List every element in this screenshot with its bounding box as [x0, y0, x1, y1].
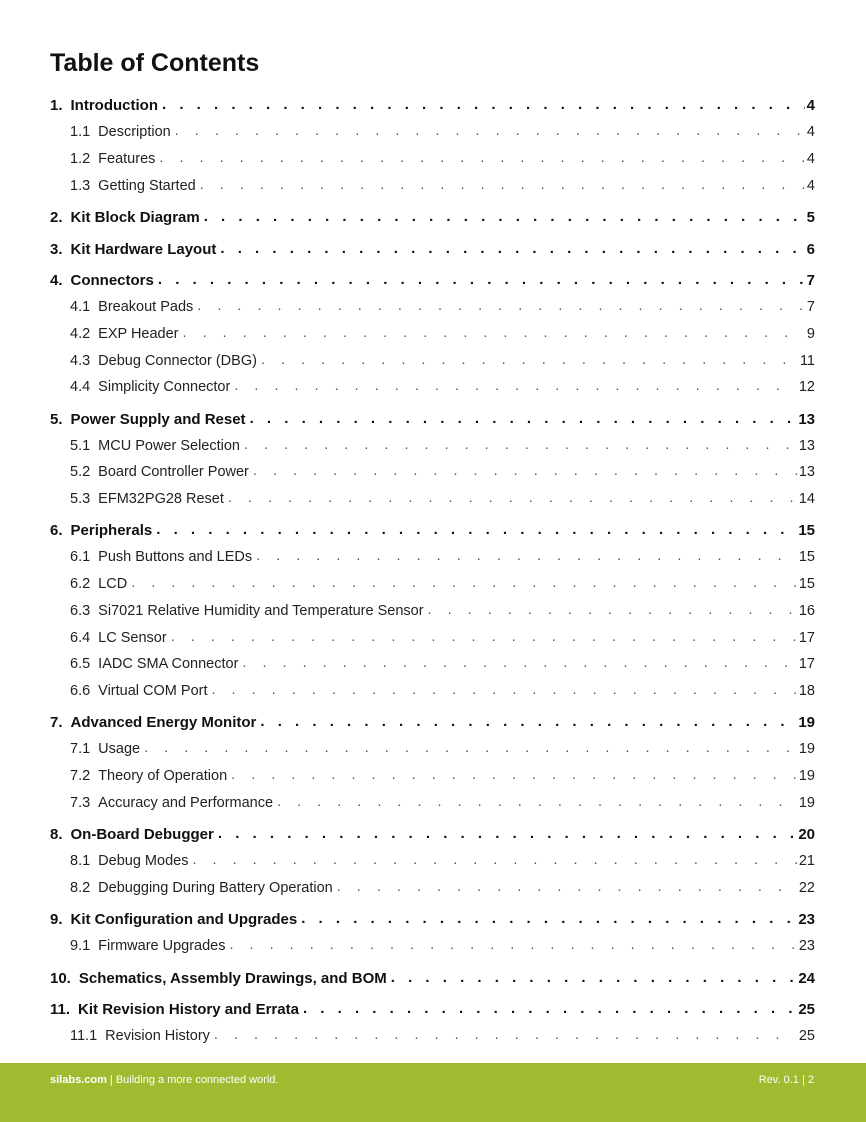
toc-page-number: 7	[806, 299, 815, 315]
toc-subsection-entry[interactable]	[50, 178, 815, 194]
toc-entry-number: 1.3	[70, 178, 91, 194]
toc-dot-leader	[277, 794, 797, 810]
toc-entry-number: 7.3	[70, 795, 91, 811]
toc-page-number: 6	[806, 241, 815, 258]
toc-page-number: 4	[806, 97, 815, 114]
toc-dot-leader	[244, 437, 797, 453]
toc-page-number: 25	[798, 1001, 815, 1018]
toc-subsection-entry[interactable]	[50, 880, 815, 896]
toc-page-number: 9	[806, 326, 815, 342]
toc-entry-number: 1.1	[70, 124, 91, 140]
toc-page-number: 23	[798, 938, 815, 954]
toc-page-number: 21	[798, 853, 815, 869]
toc-entry-number: 6.4	[70, 630, 91, 646]
toc-section-entry[interactable]	[50, 209, 815, 226]
toc-entry-number: 5.1	[70, 438, 91, 454]
toc-page-number: 12	[798, 379, 815, 395]
toc-page-number: 15	[798, 522, 815, 539]
toc-page-number: 19	[798, 741, 815, 757]
toc-entry-label: Schematics, Assembly Drawings, and BOM	[78, 970, 387, 987]
toc-entry-label: Power Supply and Reset	[70, 411, 246, 428]
toc-dot-leader	[204, 208, 805, 225]
toc-subsection-entry[interactable]	[50, 379, 815, 395]
toc-dot-leader	[260, 713, 796, 730]
toc-section-entry[interactable]	[50, 411, 815, 428]
toc-subsection-entry[interactable]	[50, 795, 815, 811]
toc-page-number: 7	[806, 272, 815, 289]
toc-section-entry[interactable]	[50, 522, 815, 539]
toc-dot-leader	[131, 575, 797, 591]
toc-entry-number: 2.	[50, 209, 63, 226]
toc-dot-leader	[192, 852, 796, 868]
toc-page-number: 4	[806, 124, 815, 140]
toc-entry-number: 7.2	[70, 768, 91, 784]
toc-dot-leader	[183, 325, 805, 341]
toc-page-number: 24	[798, 970, 815, 987]
toc-dot-leader	[159, 150, 805, 166]
toc-entry-label: Advanced Energy Monitor	[70, 714, 257, 731]
toc-subsection-entry[interactable]	[50, 853, 815, 869]
toc-subsection-entry[interactable]	[50, 326, 815, 342]
toc-entry-label: MCU Power Selection	[98, 438, 240, 454]
toc-dot-leader	[242, 655, 796, 671]
toc-entry-label: Board Controller Power	[98, 464, 249, 480]
toc-page-number: 4	[806, 151, 815, 167]
toc-subsection-entry[interactable]	[50, 151, 815, 167]
toc-page-number: 25	[798, 1028, 815, 1044]
toc-subsection-entry[interactable]	[50, 124, 815, 140]
toc-dot-leader	[301, 910, 796, 927]
toc-subsection-entry[interactable]	[50, 630, 815, 646]
toc-page-number: 5	[806, 209, 815, 226]
toc-entry-label: Breakout Pads	[98, 299, 194, 315]
toc-entry-label: LC Sensor	[98, 630, 167, 646]
toc-entry-number: 1.	[50, 97, 63, 114]
toc-dot-leader	[197, 298, 805, 314]
toc-dot-leader	[230, 937, 797, 953]
toc-subsection-entry[interactable]	[50, 549, 815, 565]
toc-page-number: 19	[798, 714, 815, 731]
toc-entry-label: LCD	[98, 576, 128, 592]
toc-dot-leader	[220, 240, 804, 257]
toc-page-number: 17	[798, 630, 815, 646]
toc-entry-number: 6.	[50, 522, 63, 539]
toc-page-number: 14	[798, 491, 815, 507]
toc-entry-number: 4.3	[70, 353, 91, 369]
toc-dot-leader	[391, 969, 797, 986]
toc-entry-number: 4.1	[70, 299, 91, 315]
toc-subsection-entry[interactable]	[50, 768, 815, 784]
toc-entry-number: 7.	[50, 714, 63, 731]
toc-entry-label: Kit Hardware Layout	[70, 241, 217, 258]
toc-section-entry[interactable]	[50, 714, 815, 731]
toc-entry-number: 1.2	[70, 151, 91, 167]
footer-bar	[0, 1063, 866, 1122]
toc-subsection-entry[interactable]	[50, 1028, 815, 1044]
toc-subsection-entry[interactable]	[50, 353, 815, 369]
toc-entry-number: 11.1	[70, 1028, 98, 1044]
toc-page-number: 22	[798, 880, 815, 896]
toc-entry-number: 6.1	[70, 549, 91, 565]
toc-dot-leader	[428, 602, 797, 618]
toc-entry-number: 5.2	[70, 464, 91, 480]
toc-entry-number: 7.1	[70, 741, 91, 757]
toc-subsection-entry[interactable]	[50, 683, 815, 699]
toc-dot-leader	[144, 740, 797, 756]
toc-entry-label: Connectors	[70, 272, 154, 289]
toc-dot-leader	[158, 271, 805, 288]
toc-page-number: 17	[798, 656, 815, 672]
toc-subsection-entry[interactable]	[50, 464, 815, 480]
toc-page-number: 13	[798, 438, 815, 454]
toc-subsection-entry[interactable]	[50, 938, 815, 954]
toc-page-number: 4	[806, 178, 815, 194]
toc-entry-number: 4.	[50, 272, 63, 289]
toc-dot-leader	[212, 682, 797, 698]
toc-subsection-entry[interactable]	[50, 603, 815, 619]
toc-entry-label: Revision History	[105, 1028, 210, 1044]
toc-dot-leader	[171, 629, 797, 645]
toc-subsection-entry[interactable]	[50, 576, 815, 592]
toc-entry-label: On-Board Debugger	[70, 826, 214, 843]
toc-dot-leader	[156, 521, 796, 538]
toc-entry-number: 4.4	[70, 379, 91, 395]
toc-entry-number: 8.1	[70, 853, 91, 869]
toc-dot-leader	[162, 96, 805, 113]
toc-entry-label: Debugging During Battery Operation	[98, 880, 333, 896]
toc-dot-leader	[250, 410, 797, 427]
toc-page-number: 13	[798, 464, 815, 480]
toc-entry-label: Si7021 Relative Humidity and Temperature Sensor	[98, 603, 424, 619]
toc-subsection-entry[interactable]	[50, 656, 815, 672]
toc-entry-number: 9.	[50, 911, 63, 928]
toc-page-number: 19	[798, 795, 815, 811]
toc-entry-label: Introduction	[70, 97, 158, 114]
toc-page-number: 15	[798, 576, 815, 592]
toc-entry-label: Features	[98, 151, 156, 167]
toc-entry-number: 6.3	[70, 603, 91, 619]
toc-section-entry[interactable]	[50, 826, 815, 843]
toc-page-number: 20	[798, 826, 815, 843]
toc-entry-number: 6.6	[70, 683, 91, 699]
toc-page-number: 13	[798, 411, 815, 428]
toc-entry-label: IADC SMA Connector	[98, 656, 239, 672]
toc-subsection-entry[interactable]	[50, 299, 815, 315]
toc-section-entry[interactable]	[50, 911, 815, 928]
toc-page-number: 11	[799, 353, 815, 369]
toc-entry-number: 6.2	[70, 576, 91, 592]
toc-entry-label: Debug Connector (DBG)	[98, 353, 257, 369]
toc-entry-label: Push Buttons and LEDs	[98, 549, 253, 565]
toc-dot-leader	[253, 463, 797, 479]
toc-entry-label: EXP Header	[98, 326, 179, 342]
toc-entry-label: Simplicity Connector	[98, 379, 231, 395]
toc-subsection-entry[interactable]	[50, 438, 815, 454]
footer-tagline: | Building a more connected world.	[106, 1074, 279, 1086]
toc-entry-label: Theory of Operation	[98, 768, 228, 784]
toc-dot-leader	[200, 177, 805, 193]
toc-entry-label: Kit Block Diagram	[70, 209, 200, 226]
toc-section-entry[interactable]	[50, 970, 815, 987]
toc-section-entry[interactable]	[50, 241, 815, 258]
toc-dot-leader	[214, 1027, 797, 1043]
toc-entry-number: 8.2	[70, 880, 91, 896]
toc-dot-leader	[228, 490, 797, 506]
toc-entry-label: Usage	[98, 741, 141, 757]
toc-dot-leader	[218, 825, 796, 842]
toc-dot-leader	[303, 1000, 796, 1017]
toc-entry-number: 11.	[50, 1001, 71, 1018]
toc-entry-number: 3.	[50, 241, 63, 258]
toc-entry-label: EFM32PG28 Reset	[98, 491, 224, 507]
toc-entry-number: 6.5	[70, 656, 91, 672]
toc-page-number: 19	[798, 768, 815, 784]
toc-entry-number: 4.2	[70, 326, 91, 342]
page-title: Table of Contents	[50, 49, 260, 77]
toc-page-number: 16	[798, 603, 815, 619]
toc-entry-number: 10.	[50, 970, 71, 987]
toc-dot-leader	[337, 879, 797, 895]
toc-entry-number: 8.	[50, 826, 63, 843]
toc-entry-number: 5.3	[70, 491, 91, 507]
toc-entry-label: Virtual COM Port	[98, 683, 208, 699]
toc-entry-label: Accuracy and Performance	[98, 795, 274, 811]
toc-dot-leader	[256, 548, 797, 564]
toc-dot-leader	[261, 352, 798, 368]
toc-page-number: 18	[798, 683, 815, 699]
toc-entry-label: Kit Revision History and Errata	[78, 1001, 299, 1018]
toc-dot-leader	[231, 767, 797, 783]
toc-section-entry[interactable]	[50, 272, 815, 289]
footer-left	[50, 1074, 278, 1086]
toc-entry-number: 9.1	[70, 938, 91, 954]
toc-entry-label: Kit Configuration and Upgrades	[70, 911, 298, 928]
toc-dot-leader	[234, 378, 797, 394]
toc-subsection-entry[interactable]	[50, 741, 815, 757]
footer-site-link[interactable]: silabs.com	[50, 1074, 107, 1086]
toc-section-entry[interactable]	[50, 97, 815, 114]
toc-dot-leader	[175, 123, 805, 139]
toc-entry-label: Debug Modes	[98, 853, 189, 869]
toc-entry-label: Firmware Upgrades	[98, 938, 226, 954]
toc-page-number: 15	[798, 549, 815, 565]
toc-entry-label: Description	[98, 124, 171, 140]
toc-section-entry[interactable]	[50, 1001, 815, 1018]
toc-entry-number: 5.	[50, 411, 63, 428]
toc-entry-label: Getting Started	[98, 178, 196, 194]
toc-subsection-entry[interactable]	[50, 491, 815, 507]
toc-page-number: 23	[798, 911, 815, 928]
toc-entry-label: Peripherals	[70, 522, 153, 539]
footer-revision: Rev. 0.1 | 2	[758, 1074, 814, 1086]
